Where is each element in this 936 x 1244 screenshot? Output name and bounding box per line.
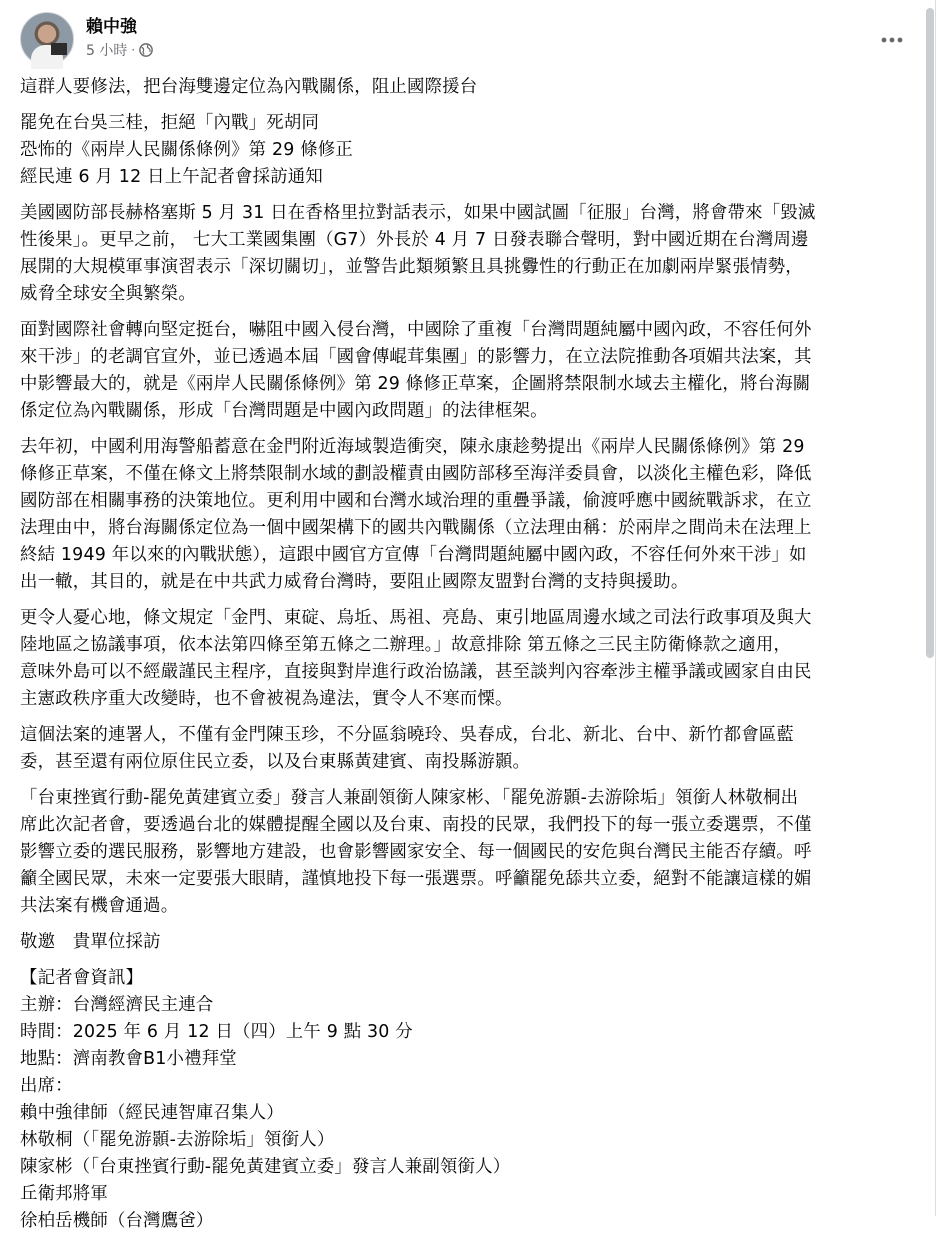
- post-meta: [86, 40, 153, 60]
- post-paragraph: 更令人憂心地，條文規定「金門、東碇、烏坵、馬祖、亮島、東引地區周邊水域之司法行政事項及與大 陸地區之協議事項，依本法第四條至第五條之二辦理。」故意排除 第五條之三民主防衛條款之適用， 意味外島可以不經嚴謹民主程序，直接與對岸進行政治協議，甚至談判內容牽涉主權爭議或國家自由民 主憲政秩序重大改變時，也不會被視為違法，實令人不寒而慄。: [20, 608, 812, 709]
- press-conference-info: 【記者會資訊】 主辦：台灣經濟民主連合 時間：2025 年 6 月 12 日（四）上午 9 點 30 分 地點：濟南教會B1小禮拜堂 出席： 賴中強律師（經民連智庫召集人） 林敬桐（「罷免游顥-去游除垢」領銜人） 陳家彬（「台東挫賓行動-罷免黃建賓立委」發言人兼副領銜人） 丘衛邦將軍 徐柏岳機師（台灣鷹爸）: [20, 968, 511, 1231]
- post-header: [20, 10, 910, 64]
- post-paragraph: 美國國防部長赫格塞斯 5 月 31 日在香格里拉對話表示，如果中國試圖「征服」台灣，將會帶來「毀滅 性後果」。更早之前， 七大工業國集團（G7）外長於 4 月 7 日發表聯合聲明，對中國近期在台灣周邊 展開的大規模軍事演習表示「深切關切」，並警告此類頻繁且具挑釁性的行動正在加劇兩岸緊張情勢， 威脅全球安全與繁榮。: [20, 203, 816, 304]
- globe-icon[interactable]: [139, 43, 153, 57]
- avatar-sign: [51, 43, 67, 55]
- author-name[interactable]: 賴中強: [86, 17, 137, 37]
- more-horizontal-icon: [880, 29, 904, 48]
- post-invitation: 敬邀 貴單位採訪: [20, 932, 161, 952]
- post-paragraph: 面對國際社會轉向堅定挺台，嚇阻中國入侵台灣，中國除了重複「台灣問題純屬中國內政，不容任何外 來干涉」的老調官宣外，並已透過本屆「國會傳崐茸集團」的影響力，在立法院推動各項媚共法案，其 中影響最大的，就是《兩岸人民關係條例》第 29 條修正草案，企圖將禁限制水域去主權化，將台海關 係定位為內戰關係，形成「台灣問題是中國內政問題」的法律框架。: [20, 320, 812, 421]
- post-subtitle: 罷免在台吳三桂，拒絕「內戰」死胡同 恐怖的《兩岸人民關係條例》第 29 條修正 經民連 6 月 12 日上午記者會採訪通知: [20, 113, 354, 187]
- avatar[interactable]: [20, 12, 74, 66]
- post-timestamp[interactable]: 5 小時: [86, 43, 128, 59]
- post-body: [20, 74, 920, 1244]
- more-options-button[interactable]: [874, 20, 910, 56]
- scrollbar[interactable]: [926, 8, 934, 658]
- post-paragraph: 去年初，中國利用海警船蓄意在金門附近海域製造衝突，陳永康趁勢提出《兩岸人民關係條例》第 29 條修正草案，不僅在條文上將禁限制水域的劃設權責由國防部移至海洋委員會，以淡化主權色彩，降低 國防部在相關事務的決策地位。更利用中國和台灣水域治理的重疊爭議，偷渡呼應中國統戰訴求，在立 法理由中，將台海關係定位為一個中國架構下的國共內戰關係（立法理由稱：於兩岸之間尚未在法理上 終結 1949 年以來的內戰狀態），這跟中國官方宣傳「台灣問題純屬中國內政，不容任何外來干涉」如 出一轍，其目的，就是在中共武力威脅台灣時，要阻止國際友盟對台灣的支持與援助。: [20, 437, 812, 592]
- meta-separator: ·: [131, 43, 136, 57]
- post-paragraph: 這個法案的連署人，不僅有金門陳玉珍，不分區翁曉玲、吳春成，台北、新北、台中、新竹都會區藍 委，甚至還有兩位原住民立委，以及台東縣黃建賓、南投縣游顥。: [20, 725, 794, 772]
- post-paragraph: 「台東挫賓行動-罷免黃建賓立委」發言人兼副領銜人陳家彬、「罷免游顥-去游除垢」領銜人林敬桐出 席此次記者會，要透過台北的媒體提醒全國以及台東、南投的民眾，我們投下的每一張立委選票，不僅 影響立委的選民服務，影響地方建設，也會影響國家安全、每一個國民的安危與台灣民主能否存續。呼 籲全國民眾，未來一定要張大眼睛，謹慎地投下每一張選票。呼籲罷免舔共立委，絕對不能讓這樣的媚 共法案有機會通過。: [20, 788, 812, 916]
- post-headline: 這群人要修法，把台海雙邊定位為內戰關係，阻止國際援台: [20, 77, 478, 97]
